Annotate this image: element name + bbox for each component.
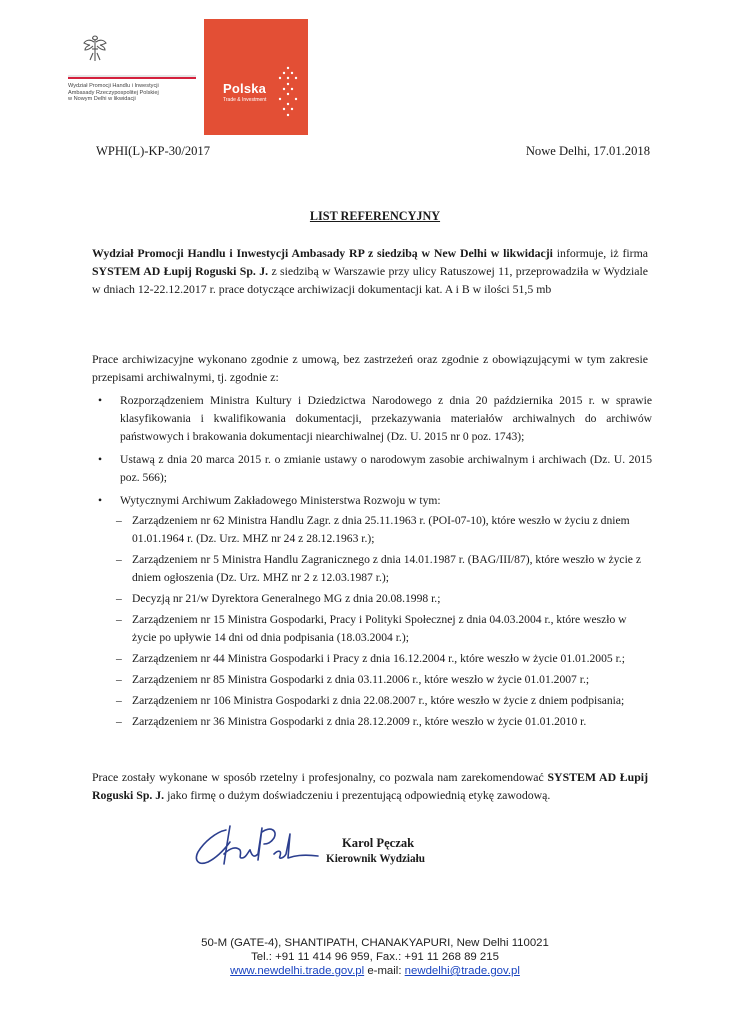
dotted-arrow-icon: [274, 65, 300, 121]
closing-text: Prace zostały wykonane w sposób rzetelny i profesjonalny, co pozwala nam zarekomendować: [92, 770, 548, 784]
company-name: SYSTEM AD Łupij Roguski Sp. J.: [92, 264, 269, 278]
closing-text: jako firmę o dużym doświadczeniu i prezentującą odpowiednią etykę zawodową.: [164, 788, 551, 802]
letter-title-text: LIST REFERENCYJNY: [309, 209, 441, 223]
guideline-item: – Zarządzeniem nr 85 Ministra Gospodarki z dnia 03.11.2006 r., które weszło w życie 01.01.2007 r.;: [108, 671, 652, 689]
guideline-item: – Zarządzeniem nr 62 Ministra Handlu Zagr. z dnia 25.11.1963 r. (POI-07-10), które weszło w życiu z dniem 01.01.1964 r. (Dz. Urz. MHZ nr 24 z 28.12.1963 r.);: [108, 512, 652, 548]
regulation-item-text: Wytycznymi Archiwum Zakładowego Ministerstwa Rozwoju w tym:: [120, 494, 441, 507]
signatory-role: Kierownik Wydziału: [326, 853, 425, 865]
polish-eagle-icon: [82, 33, 108, 63]
regulation-item: • Rozporządzeniem Ministra Kultury i Dziedzictwa Narodowego z dnia 20 października 2015 r. w sprawie klasyfikowania i kwalifikowania dokumentacji, przekazywania materiałów archiwalnych do archiwów państwowych i brakowania dokumentacji niearchiwalnej (Dz. U. 2015 nr 0 poz. 1743);: [92, 392, 652, 446]
guideline-item: – Decyzją nr 21/w Dyrektora Generalnego MG z dnia 20.08.1998 r.;: [108, 590, 652, 608]
guideline-item: – Zarządzeniem nr 106 Ministra Gospodarki z dnia 22.08.2007 r., które weszło w życie z dniem podpisania;: [108, 692, 652, 710]
guideline-item: – Zarządzeniem nr 5 Ministra Handlu Zagranicznego z dnia 14.01.1987 r. (BAG/III/87), które weszło w życie z dniem ogłoszenia (Dz. Urz. MHZ nr 2 z 12.03.1987 r.);: [108, 551, 652, 587]
guideline-item: – Zarządzeniem nr 44 Ministra Gospodarki i Pracy z dnia 16.12.2004 r., które weszło w życie 01.01.2005 r.;: [108, 650, 652, 668]
issuer-name: Wydział Promocji Handlu i Inwestycji Ambasady RP z siedzibą w New Delhi w likwidacji: [92, 246, 553, 260]
regulation-item: [92, 492, 652, 731]
signatory-name: Karol Pęczak: [342, 836, 415, 850]
regulation-item: • Ustawą z dnia 20 marca 2015 r. o zmianie ustawy o narodowym zasobie archiwalnym i archiwach (Dz. U. 2015 poz. 566);: [92, 451, 652, 487]
email-label: e-mail:: [367, 965, 402, 977]
footer: [0, 936, 750, 978]
closing-paragraph: [92, 768, 648, 804]
footer-phone: Tel.: +91 11 414 96 959, Fax.: +91 11 268 89 215: [251, 951, 499, 963]
logo-brand-subtitle: Trade & Investment: [223, 97, 267, 103]
intro-paragraph: [92, 244, 648, 298]
compliance-paragraph: Prace archiwizacyjne wykonano zgodnie z umową, bez zastrzeżeń oraz zgodnie z obowiązującymi w tym zakresie przepisami archiwalnymi, tj. zgodnie z:: [92, 352, 648, 384]
regulations-list: [92, 392, 652, 736]
company-name: SYSTEM AD Łupij Roguski Sp. J.: [92, 770, 648, 802]
flag-stripe: [68, 75, 196, 79]
logo-brand-name: Polska: [223, 81, 267, 96]
footer-contacts: [0, 964, 750, 978]
intro-text: informuje, iż firma: [552, 246, 648, 260]
website-link[interactable]: www.newdelhi.trade.gov.pl: [230, 965, 365, 977]
handwritten-signature: [186, 820, 326, 878]
intro-text: z siedzibą w Warszawie przy ulicy Ratuszowej 11, przeprowadziła w Wydziale w dniach 12-22.12.2017 r. prace dotyczące archiwizacji dokumentacji kat. A i B w ilości 51,5 mb: [92, 264, 648, 296]
reference-number: WPHI(L)-KP-30/2017: [96, 144, 211, 158]
institution-line: Wydział Promocji Handlu i Inwestycji: [68, 83, 159, 89]
guideline-item: – Zarządzeniem nr 15 Ministra Gospodarki, Pracy i Polityki Społecznej z dnia 04.03.2004 r., które weszło w życie po upływie 14 dni od dnia podpisania (18.03.2004 r.);: [108, 611, 652, 647]
letter-title: [0, 209, 750, 224]
place-date: Nowe Delhi, 17.01.2018: [525, 144, 650, 158]
guidelines-sublist: [108, 512, 652, 731]
institution-line: w Nowym Delhi w likwidacji: [68, 96, 136, 103]
polska-trade-logo: [204, 19, 308, 135]
institution-name: [68, 83, 203, 103]
email-link[interactable]: newdelhi@trade.gov.pl: [404, 965, 520, 977]
guideline-item: – Zarządzeniem nr 36 Ministra Gospodarki z dnia 28.12.2009 r., które weszło w życie 01.01.2010 r.: [108, 713, 652, 731]
footer-address: 50-M (GATE-4), SHANTIPATH, CHANAKYAPURI, New Delhi 110021: [201, 937, 549, 949]
institution-line: Ambasady Rzeczypospolitej Polskiej: [68, 89, 159, 96]
